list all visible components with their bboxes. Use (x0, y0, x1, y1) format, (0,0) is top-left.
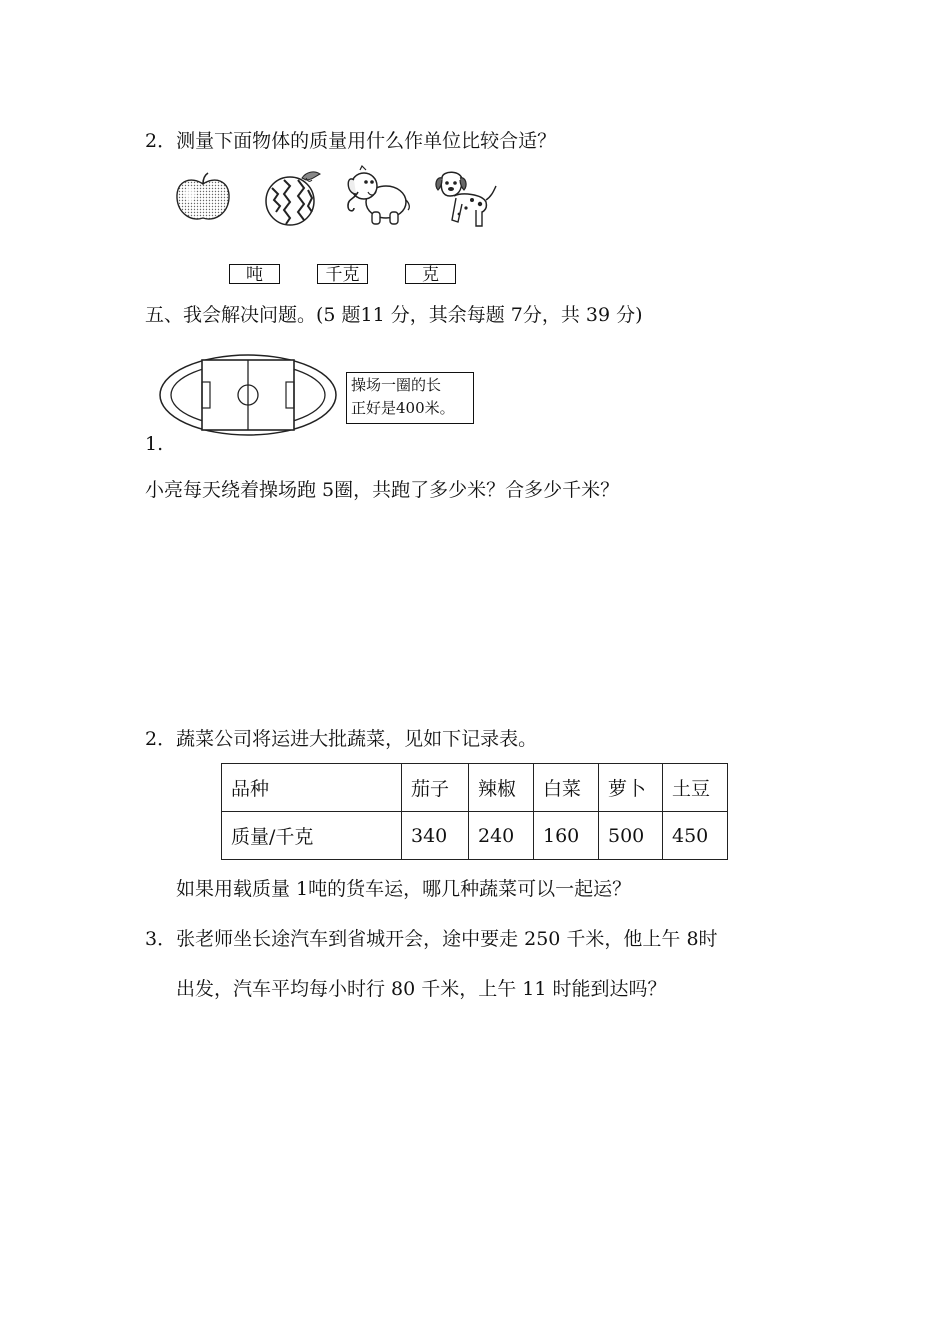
vegetable-weight-table (221, 763, 728, 860)
question-2-vegetable-text: 2．蔬菜公司将运进大批蔬菜，见如下记录表。 (145, 728, 538, 750)
question-1-number: 1. (145, 433, 164, 455)
table-cell: 品种 (222, 764, 402, 812)
table-cell: 质量/千克 (222, 812, 402, 860)
elephant-icon (344, 164, 412, 230)
unit-ton-box[interactable]: 吨 (229, 264, 280, 284)
section-5-heading: 五、我会解决问题。(5 题11 分，其余每题 7分，共 39 分) (145, 304, 643, 326)
question-3-line-2: 出发，汽车平均每小时行 80 千米，上午 11 时能到达吗？ (176, 978, 667, 1000)
playground-track-diagram (156, 350, 340, 438)
unit-kilogram-box[interactable]: 千克 (317, 264, 368, 284)
table-cell: 500 (599, 812, 663, 860)
table-cell: 茄子 (402, 764, 469, 812)
question-3-line-1: 3．张老师坐长途汽车到省城开会，途中要走 250 千米，他上午 8时 (145, 928, 718, 950)
table-cell: 萝卜 (599, 764, 663, 812)
note-line-1: 操场一圈的长 (351, 376, 442, 394)
watermelon-icon (262, 168, 324, 228)
table-cell: 辣椒 (469, 764, 534, 812)
apple-icon (172, 172, 234, 224)
table-cell: 340 (402, 812, 469, 860)
table-cell: 白菜 (534, 764, 599, 812)
table-cell: 160 (534, 812, 599, 860)
track-length-note (346, 372, 474, 424)
table-row (222, 764, 728, 812)
table-cell: 450 (663, 812, 728, 860)
question-2-follow-up: 如果用载质量 1吨的货车运，哪几种蔬菜可以一起运？ (176, 878, 632, 900)
question-1-text: 小亮每天绕着操场跑 5圈，共跑了多少米？合多少千米？ (145, 479, 620, 501)
table-cell: 土豆 (663, 764, 728, 812)
table-cell: 240 (469, 812, 534, 860)
unit-gram-box[interactable]: 克 (405, 264, 456, 284)
dog-icon (432, 168, 500, 234)
question-2-measure-text: 2．测量下面物体的质量用什么作单位比较合适？ (145, 130, 557, 152)
table-row (222, 812, 728, 860)
note-line-2: 正好是400米。 (351, 399, 455, 417)
